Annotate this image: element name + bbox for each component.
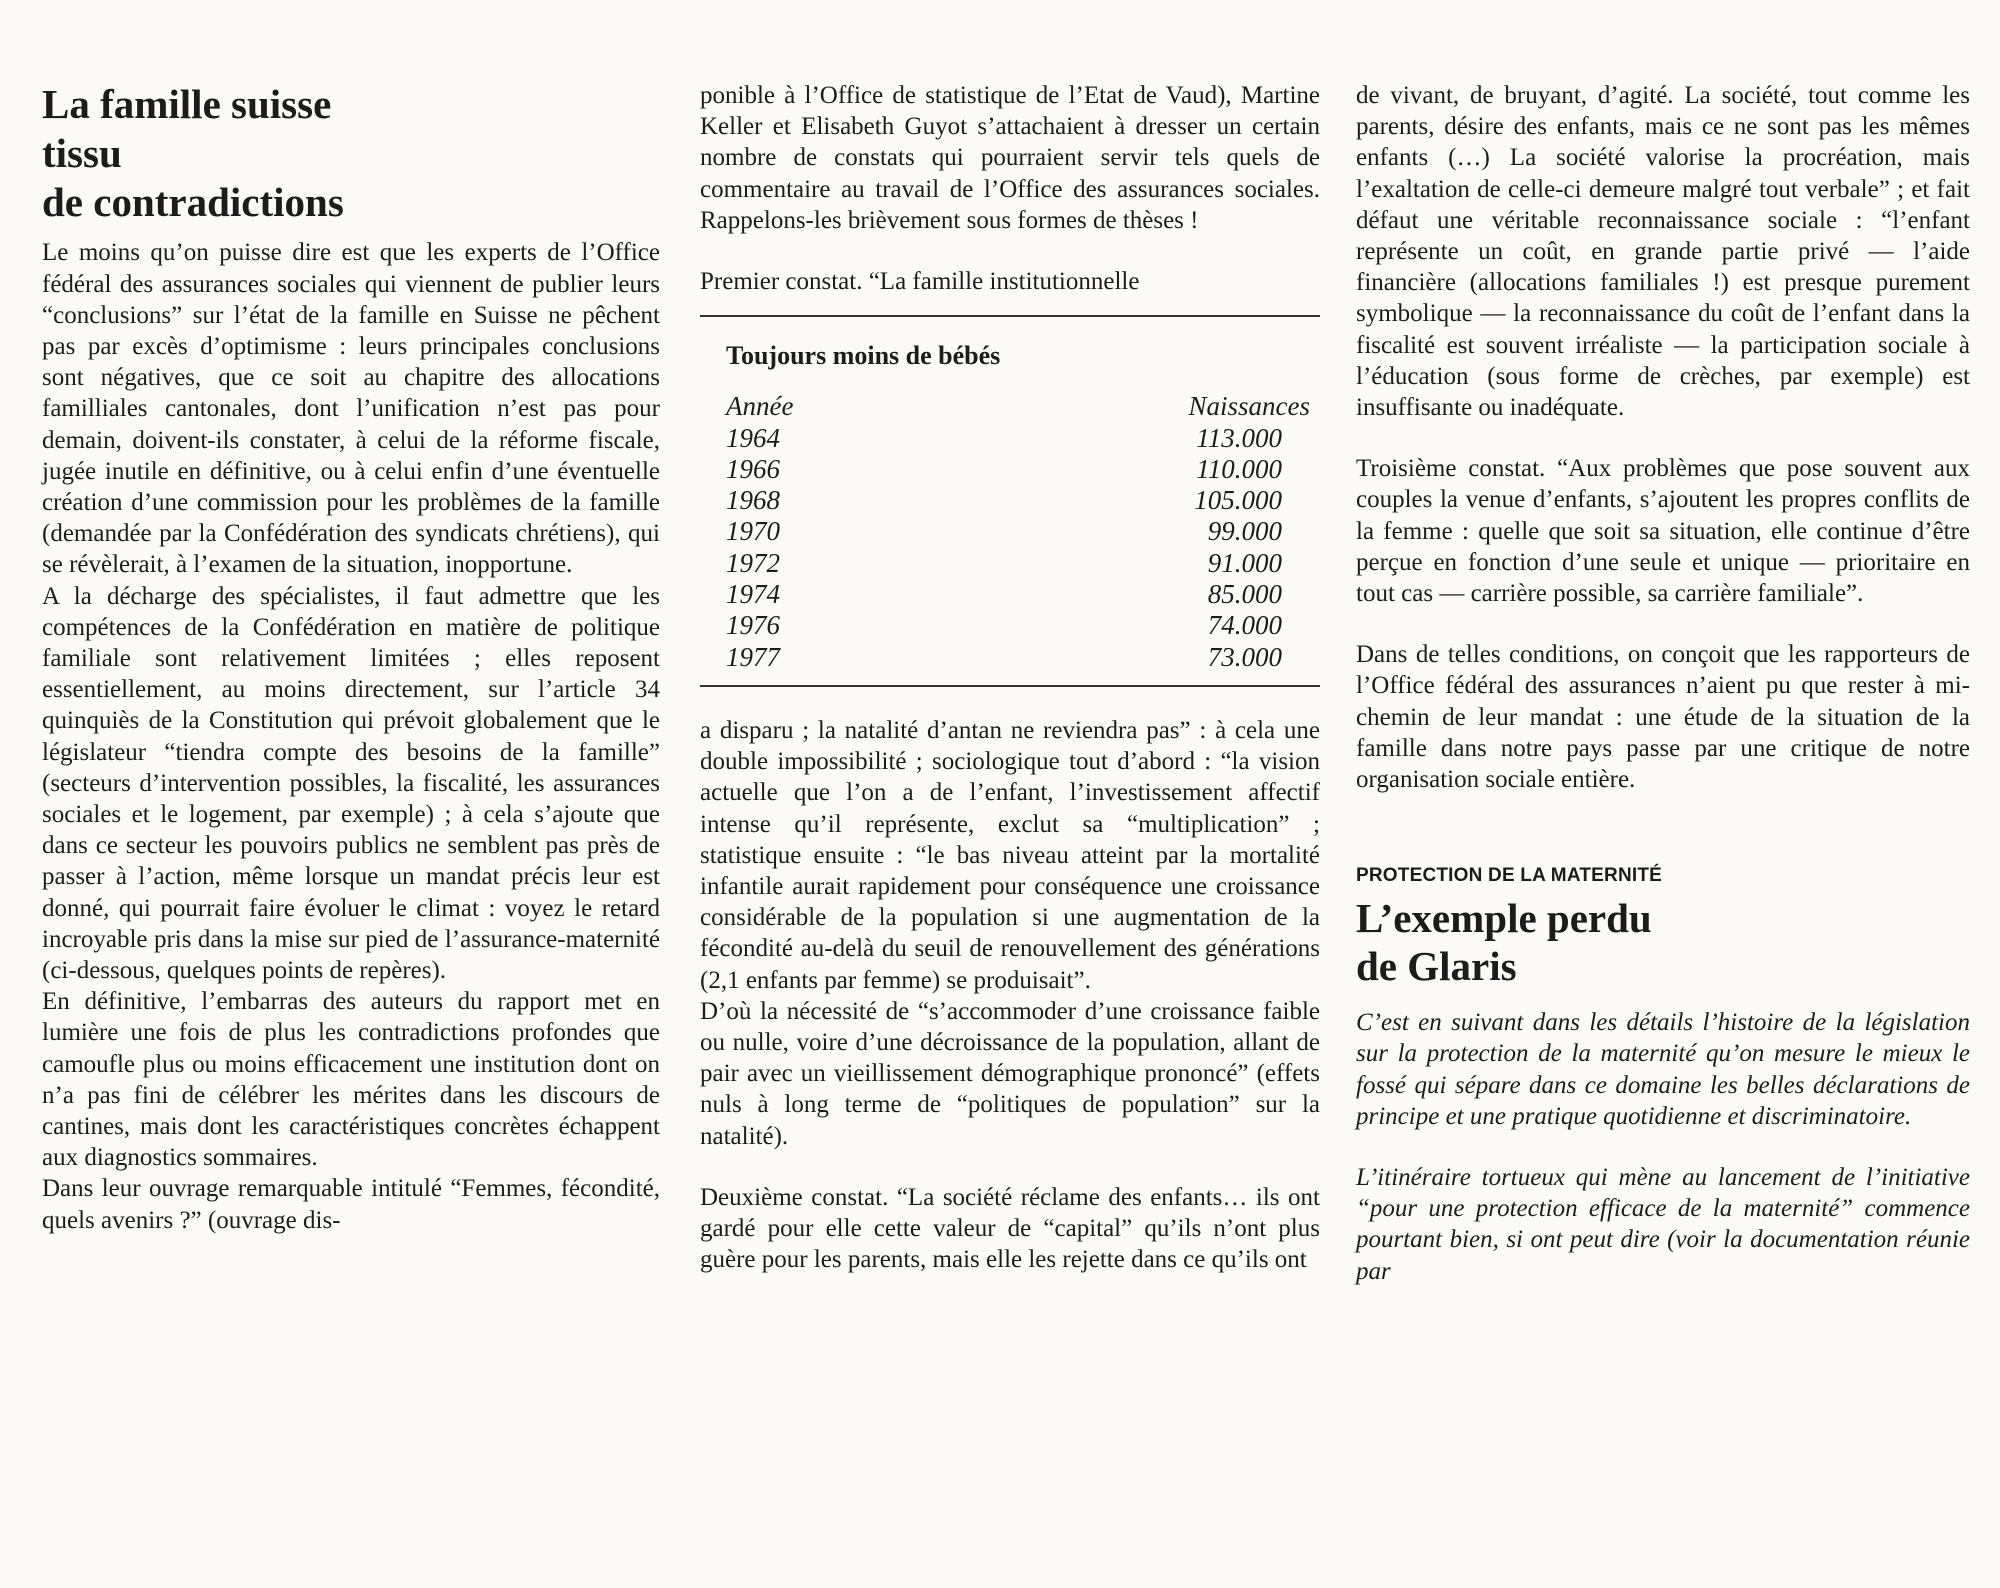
year-cell: 1964 bbox=[726, 422, 780, 453]
table-row bbox=[726, 642, 1310, 673]
table-row bbox=[726, 610, 1310, 641]
paragraph: L’itinéraire tortueux qui mène au lancement de l’initiative “pour une protection efficace de la maternité” commence pourtant bien, si ont peut dire (voir la documentation réunie par bbox=[1356, 1164, 1970, 1285]
paragraph: de vivant, de bruyant, d’agité. La société, tout comme les parents, désire des enfants, mais ce ne sont pas les mêmes enfants (…) La société valorise la procréation, mais l’exaltation de celle-ci demeure malgré tout verbale” ; et fait défaut une véritable reconnaissance sociale : “l’enfant représente un coût, en grande partie privé — l’aide financière (allocations familiales !) est presque purement symbolique — la reconnaissance du coût de l’enfant dans la fiscalité est souvent irréaliste — la participation sociale à l’éducation (sous forme de crèches, par exemple) est insuffisante ou inadéquate. bbox=[1356, 82, 1970, 422]
births-cell: 74.000 bbox=[1207, 610, 1282, 641]
table-row bbox=[726, 548, 1310, 579]
section-kicker: PROTECTION DE LA MATERNITÉ bbox=[1356, 865, 1663, 887]
paragraph: A la décharge des spécialistes, il faut admettre que les compétences de la Confédération en matière de politique familiale sont relativement limitées ; elles reposent essentiellement, au moins directement, sur l’article 34 quinquiès de la Constitution qui prévoit globalement que le législateur “tiendra compte des besoins de la famille” (secteurs d’intervention possibles, la fiscalité, les assurances sociales et le logement, par exemple) ; à cela s’ajoute que dans ce secteur les pouvoirs publics ne semblent pas près de passer à l’action, même lorsque un mandat précis leur est donné, qui pourrait faire évoluer le climat : voyez le retard incroyable pris dans la mise sur pied de l’assurance-maternité (ci-dessous, quelques points de repères). bbox=[42, 582, 660, 985]
births-cell: 113.000 bbox=[1196, 422, 1282, 453]
paragraph: Dans de telles conditions, on conçoit que les rapporteurs de l’Office fédéral des assurances n’aient pu que rester à mi-chemin de leur mandat : une étude de la situation de la famille dans notre pays passe par une critique de notre organisation sociale entière. bbox=[1356, 641, 1970, 794]
births-cell: 73.000 bbox=[1207, 641, 1282, 672]
year-cell: 1974 bbox=[726, 579, 780, 609]
paragraph: D’où la nécessité de “s’accommoder d’une croissance faible ou nulle, voire d’une décroissance de la population, allant de pair avec un vieillissement démographique prononcé” (effets nuls à long terme de “politiques de population” sur la natalité). bbox=[700, 997, 1320, 1150]
table-header bbox=[726, 391, 1310, 422]
paragraph: Le moins qu’on puisse dire est que les experts de l’Office fédéral des assurances sociales qui viennent de publier leurs “conclusions” sur l’état de la famille en Suisse ne pêchent pas par excès d’optimisme : leurs principales conclusions sont négatives, que ce soit au chapitre des allocations familliales cantonales, dont l’unification n’est pas pour demain, doivent-ils constater, à celui de la réforme fiscale, jugée inutile en définitive, ou à celui enfin d’une éventuelle création d’une commission pour les problèmes de la famille (demandée par la Confédération des syndicats chrétiens), qui se révèlerait, à l’examen de la situation, inopportune. bbox=[42, 239, 660, 579]
paragraph: a disparu ; la natalité d’antan ne reviendra pas” : à cela une double impossibilité ; sociologique tout d’abord : “la vision actuelle que l’on a de l’enfant, l’investissement affectif intense qu’il représente, exclut sa “multiplication” ; statistique ensuite : “le bas niveau atteint par la mortalité infantile aurait rapidement pour conséquence une croissance considérable de la population si une augmentation de la fécondité au-delà du seuil de renouvellement des générations (2,1 enfants par femme) se produisait”. bbox=[700, 716, 1320, 994]
year-cell: 1968 bbox=[726, 485, 780, 516]
births-table bbox=[700, 315, 1320, 687]
year-cell: 1977 bbox=[726, 641, 780, 672]
births-cell: 91.000 bbox=[1207, 547, 1282, 578]
paragraph: Dans leur ouvrage remarquable intitulé “Femmes, fécondité, quels avenirs ?” (ouvrage dis- bbox=[42, 1175, 660, 1234]
lead-paragraph: C’est en suivant dans les détails l’histoire de la législation sur la protection de la maternité qu’on mesure le mieux le fossé qui sépare dans ce domaine les belles déclarations de principe et une pratique quotidienne et discriminatoire. bbox=[1356, 1009, 1970, 1130]
births-cell: 110.000 bbox=[1196, 453, 1282, 484]
title-line: tissu bbox=[42, 129, 122, 176]
table-row bbox=[726, 516, 1310, 547]
title-line: L’exemple perdu bbox=[1356, 895, 1652, 942]
table-row bbox=[726, 579, 1310, 610]
article-title bbox=[1356, 895, 1970, 991]
paragraph: Troisième constat. “Aux problèmes que pose souvent aux couples la venue d’enfants, s’ajoutent les propres conflits de la femme : quelle que soit sa situation, elle continue d’être perçue en fonction d’une seule et unique — prioritaire en tout cas — carrière possible, sa carrière familiale”. bbox=[1356, 455, 1970, 608]
table-row bbox=[726, 454, 1310, 485]
paragraph: ponible à l’Office de statistique de l’Etat de Vaud), Martine Keller et Elisabeth Guyot s’attachaient à dresser un certain nombre de constats qui pourraient servir tels quels de commentaire au travail de l’Office des assurances sociales. Rappelons-les brièvement sous formes de thèses ! bbox=[700, 82, 1320, 234]
births-cell: 99.000 bbox=[1207, 516, 1282, 547]
year-cell: 1970 bbox=[726, 516, 780, 547]
article-title bbox=[42, 80, 660, 226]
paragraph: En définitive, l’embarras des auteurs du rapport met en lumière une fois de plus les contradictions profondes que camoufle plus ou moins efficacement une institution dont on n’a pas fini de célébrer les mérites dans les discours de cantines, mais dont les caractéristiques concrètes échappent aux diagnostics sommaires. bbox=[42, 988, 660, 1172]
year-cell: 1972 bbox=[726, 547, 780, 578]
table-row bbox=[726, 423, 1310, 454]
paragraph: Premier constat. “La famille institutionnelle bbox=[700, 268, 1140, 296]
table-title: Toujours moins de bébés bbox=[726, 341, 1001, 371]
paragraph: Deuxième constat. “La société réclame des enfants… ils ont gardé pour elle cette valeur de “capital” qu’ils n’ont plus guère pour les parents, mais elle les rejette dans ce qu’ils ont bbox=[700, 1183, 1320, 1274]
year-cell: 1966 bbox=[726, 453, 780, 484]
column-header-births: Naissances bbox=[1188, 391, 1310, 422]
column-1 bbox=[42, 80, 660, 1236]
title-line: de contradictions bbox=[42, 178, 344, 225]
title-line: La famille suisse bbox=[42, 81, 332, 127]
births-cell: 85.000 bbox=[1207, 579, 1282, 609]
column-2 bbox=[700, 80, 1320, 1275]
births-cell: 105.000 bbox=[1194, 485, 1282, 516]
title-line: de Glaris bbox=[1356, 943, 1517, 990]
column-header-year: Année bbox=[726, 391, 794, 422]
column-3 bbox=[1356, 80, 1970, 1287]
table-row bbox=[726, 485, 1310, 516]
year-cell: 1976 bbox=[726, 610, 780, 641]
